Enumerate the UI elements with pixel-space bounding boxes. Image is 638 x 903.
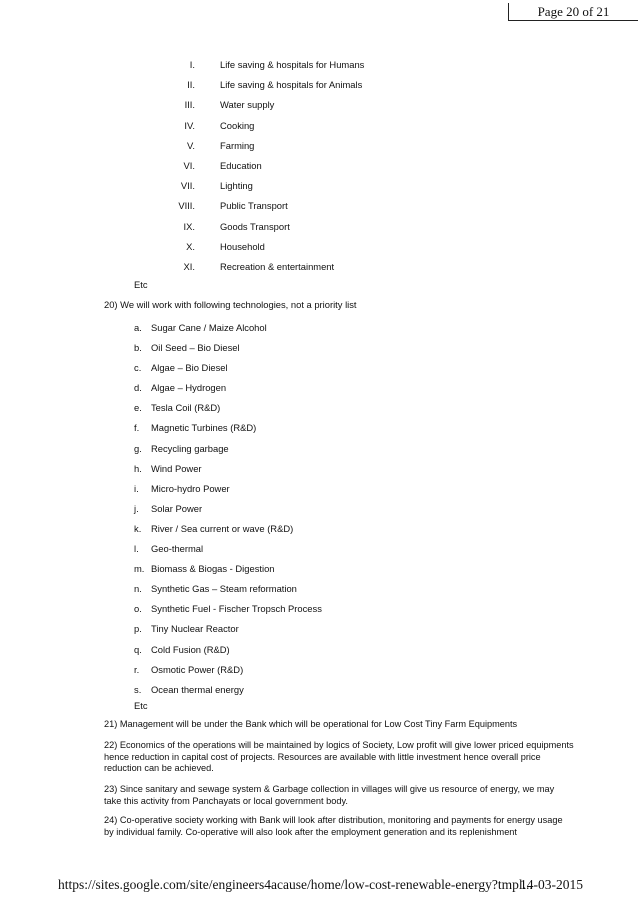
list-item-text: River / Sea current or wave (R&D) (151, 522, 294, 534)
list-item-text: Farming (220, 139, 255, 151)
list-item (134, 418, 322, 438)
footer-url-link[interactable]: https://sites.google.com/site/engineers4acause/home/low-cost-renewable-energy?tmpl... (58, 877, 533, 892)
list-item-text: Sugar Cane / Maize Alcohol (151, 322, 267, 333)
list-item-text: Geo-thermal (151, 543, 204, 555)
list-item-text: Education (220, 159, 262, 171)
list-item (134, 660, 322, 680)
list-item-letter: n. (134, 583, 142, 595)
list-item-text: Magnetic Turbines (R&D) (151, 422, 257, 434)
list-item-text: Cooking (220, 119, 255, 131)
technology-list (134, 318, 322, 700)
list-item (134, 499, 322, 519)
list-item-letter: l. (134, 543, 139, 555)
list-item-number: II. (187, 79, 195, 91)
list-item-text: Algae – Hydrogen (151, 382, 227, 394)
list-item-text: Public Transport (220, 200, 288, 212)
list-item-text: Biomass & Biogas - Digestion (151, 563, 275, 575)
list-item (134, 619, 322, 639)
list-item-text: Life saving & hospitals for Humans (220, 59, 365, 70)
list-item-text: Cold Fusion (R&D) (151, 643, 230, 655)
list-item-letter: d. (134, 382, 142, 394)
list-item-letter: g. (134, 442, 142, 454)
list-item (150, 257, 450, 277)
list-item (150, 136, 450, 156)
list-item-text: Osmotic Power (R&D) (151, 663, 244, 675)
list-item-number: VII. (180, 180, 195, 192)
etc-label-2: Etc (134, 700, 148, 711)
list-item-text: Solar Power (151, 502, 203, 514)
list-item (150, 217, 450, 237)
list-item (134, 519, 322, 539)
page-number-label: Page 20 of 21 (508, 3, 638, 21)
list-item-number: VI. (183, 159, 195, 171)
item-23-text: 23) Since sanitary and sewage system & Garbage collection in villages will give us resource of energy, we may take this activity from Panchayats or local government body. (104, 784, 555, 806)
list-item-text: Ocean thermal energy (151, 683, 244, 695)
list-item-letter: a. (134, 322, 142, 333)
list-item (134, 640, 322, 660)
footer-date: 14-03-2015 (520, 877, 583, 892)
list-item-number: IX. (183, 220, 195, 232)
list-item (150, 237, 450, 257)
list-item-number: I. (189, 59, 195, 70)
list-item-number: VIII. (178, 200, 195, 212)
list-item-letter: c. (134, 362, 142, 374)
list-item (150, 95, 450, 115)
list-item (150, 55, 450, 75)
list-item (134, 579, 322, 599)
etc-label: Etc (134, 279, 148, 290)
list-item (134, 439, 322, 459)
list-item-letter: m. (134, 563, 145, 575)
list-item-number: III. (184, 99, 195, 111)
list-item-text: Goods Transport (220, 220, 290, 232)
list-item-letter: h. (134, 462, 142, 474)
list-item-text: Tesla Coil (R&D) (151, 402, 221, 414)
list-item-text: Synthetic Fuel - Fischer Tropsch Process (151, 603, 322, 615)
list-item-text: Lighting (220, 180, 253, 192)
list-item-text: Recreation & entertainment (220, 260, 335, 272)
list-item-letter: f. (134, 422, 140, 434)
list-item (150, 156, 450, 176)
list-item (134, 680, 322, 700)
list-item-number: XI. (183, 260, 195, 272)
list-item-text: Life saving & hospitals for Animals (220, 79, 363, 91)
list-item (150, 196, 450, 216)
item-21-text: 21) Management will be under the Bank which will be operational for Low Cost Tiny Farm Equipments (104, 719, 518, 729)
item-22-text: 22) Economics of the operations will be maintained by logics of Society, Low profit will give lower priced equipments hence reduction in capital cost of projects. Resources are available with little investment hence overall price reduction can be achieved. (104, 740, 574, 774)
list-item (134, 539, 322, 559)
list-item (134, 338, 322, 358)
list-item-number: V. (187, 139, 195, 151)
list-item-text: Synthetic Gas – Steam reformation (151, 583, 297, 595)
list-item-text: Wind Power (151, 462, 202, 474)
list-item (134, 318, 322, 338)
list-item (150, 75, 450, 95)
list-item-letter: b. (134, 342, 142, 354)
list-item (150, 176, 450, 196)
list-item-number: IV. (184, 119, 195, 131)
uses-list (150, 55, 450, 277)
list-item (134, 378, 322, 398)
list-item-letter: s. (134, 683, 142, 695)
list-item-text: Oil Seed – Bio Diesel (151, 342, 240, 354)
item-20-text: 20) We will work with following technologies, not a priority list (104, 299, 357, 310)
list-item-text: Tiny Nuclear Reactor (151, 623, 239, 635)
list-item-letter: e. (134, 402, 142, 414)
list-item (150, 116, 450, 136)
list-item-number: X. (186, 240, 195, 252)
list-item-text: Water supply (220, 99, 275, 111)
list-item-letter: i. (134, 482, 139, 494)
list-item (134, 358, 322, 378)
list-item-letter: o. (134, 603, 142, 615)
list-item-text: Household (220, 240, 265, 252)
list-item-letter: j. (134, 502, 139, 514)
list-item (134, 398, 322, 418)
list-item-letter: p. (134, 623, 142, 635)
list-item-letter: k. (134, 522, 142, 534)
list-item (134, 459, 322, 479)
list-item-text: Algae – Bio Diesel (151, 362, 228, 374)
list-item (134, 599, 322, 619)
list-item (134, 479, 322, 499)
list-item-text: Recycling garbage (151, 442, 229, 454)
list-item (134, 559, 322, 579)
list-item-letter: q. (134, 643, 142, 655)
list-item-text: Micro-hydro Power (151, 482, 230, 494)
list-item-letter: r. (134, 663, 140, 675)
item-24-text: 24) Co-operative society working with Bank will look after distribution, monitoring and payments for energy usage by individual family. Co-operative will also look after the employment generation and its replenishment (104, 815, 563, 837)
